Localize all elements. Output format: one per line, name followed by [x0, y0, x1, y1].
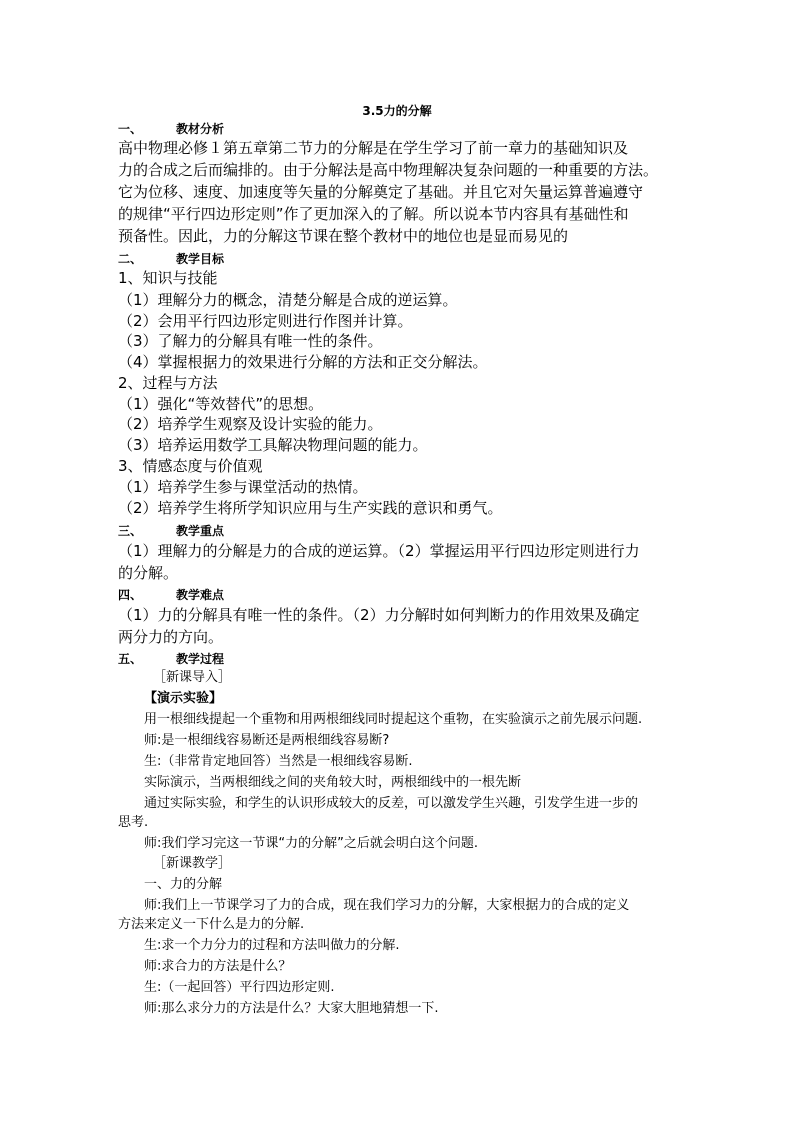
- paragraph-line: 的分解。: [118, 564, 179, 582]
- section-number: 四、: [118, 588, 143, 602]
- goal-line: （3）了解力的分解具有唯一性的条件。: [118, 332, 383, 350]
- goal-line: （2）会用平行四边形定则进行作图并计算。: [118, 312, 413, 330]
- document-title: 3.5力的分解: [362, 104, 432, 118]
- new-lesson-intro-label: ［新课导入］: [153, 670, 232, 685]
- goal-line: 1、知识与技能: [118, 269, 218, 287]
- section-number: 二、: [118, 252, 143, 266]
- goal-line: 3、情感态度与价值观: [118, 457, 263, 475]
- section-title: 教学难点: [176, 588, 225, 602]
- demo-experiment-label: 【演示实验】: [144, 691, 223, 706]
- process-line: 师:是一根细线容易断还是两根细线容易断?: [144, 733, 390, 748]
- section-number: 五、: [118, 652, 143, 666]
- section-title: 教学目标: [176, 252, 225, 266]
- paragraph-line: （1）力的分解具有唯一性的条件。（2）力分解时如何判断力的作用效果及确定: [118, 606, 640, 624]
- section-heading-1: [118, 120, 224, 137]
- paragraph-line: 两分力的方向。: [118, 628, 224, 646]
- paragraph-line: 的规律“平行四边形定则”作了更加深入的了解。所以说本节内容具有基础性和: [118, 205, 629, 223]
- paragraph-line: 预备性。因此，力的分解这节课在整个教材中的地位也是显而易见的: [118, 227, 569, 245]
- goal-line: （3）培养运用数学工具解决物理问题的能力。: [118, 436, 428, 454]
- goal-line: （1）培养学生参与课堂活动的热情。: [118, 478, 368, 496]
- section-heading-3: [118, 522, 224, 539]
- process-line: 生:（一起回答）平行四边形定则.: [144, 980, 335, 995]
- process-line: 用一根细线提起一个重物和用两根细线同时提起这个重物，在实验演示之前先展示问题.: [144, 712, 643, 727]
- process-line: 师:我们上一节课学习了力的合成，现在我们学习力的分解，大家根据力的合成的定义: [144, 898, 630, 913]
- process-line: 方法来定义一下什么是力的分解.: [118, 917, 305, 932]
- section-heading-4: [118, 586, 224, 603]
- goal-line: （4）掌握根据力的效果进行分解的方法和正交分解法。: [118, 353, 488, 371]
- process-line: 师:那么求分力的方法是什么？大家大胆地猜想一下.: [144, 1001, 439, 1016]
- section-title: 教学重点: [176, 524, 225, 538]
- process-line: 师:我们学习完这一节课“力的分解”之后就会明白这个问题.: [144, 836, 478, 851]
- paragraph-line: 它为位移、速度、加速度等矢量的分解奠定了基础。并且它对矢量运算普遍遵守: [118, 183, 644, 201]
- process-line: 生:求一个力分力的过程和方法叫做力的分解.: [144, 938, 400, 953]
- section-number: 一、: [118, 122, 143, 136]
- goal-line: （2）培养学生将所学知识应用与生产实践的意识和勇气。: [118, 499, 503, 517]
- process-line: 思考.: [118, 815, 149, 830]
- goal-line: （1）强化“等效替代”的思想。: [118, 395, 324, 413]
- process-line: 师:求合力的方法是什么？: [144, 959, 292, 974]
- goal-line: （2）培养学生观察及设计实验的能力。: [118, 415, 383, 433]
- section-heading-2: [118, 250, 224, 267]
- new-lesson-teaching-label: ［新课教学］: [153, 856, 232, 871]
- section-title: 教学过程: [176, 652, 225, 666]
- paragraph-line: （1）理解力的分解是力的合成的逆运算。（2）掌握运用平行四边形定则进行力: [118, 542, 640, 560]
- goal-line: （1）理解分力的概念，清楚分解是合成的逆运算。: [118, 291, 458, 309]
- process-line: 一、力的分解: [144, 877, 223, 892]
- process-line: 通过实际实验，和学生的认识形成较大的反差，可以激发学生兴趣，引发学生进一步的: [144, 796, 639, 811]
- section-heading-5: [118, 650, 224, 667]
- paragraph-line: 力的合成之后而编排的。由于分解法是高中物理解决复杂问题的一种重要的方法。: [118, 161, 659, 179]
- section-title: 教材分析: [176, 122, 225, 136]
- process-line: 实际演示，当两根细线之间的夹角较大时，两根细线中的一根先断: [144, 775, 522, 790]
- section-number: 三、: [118, 524, 143, 538]
- process-line: 生:（非常肯定地回答）当然是一根细线容易断.: [144, 754, 413, 769]
- paragraph-line: 高中物理必修１第五章第二节力的分解是在学生学习了前一章力的基础知识及: [118, 139, 629, 157]
- goal-line: 2、过程与方法: [118, 374, 218, 392]
